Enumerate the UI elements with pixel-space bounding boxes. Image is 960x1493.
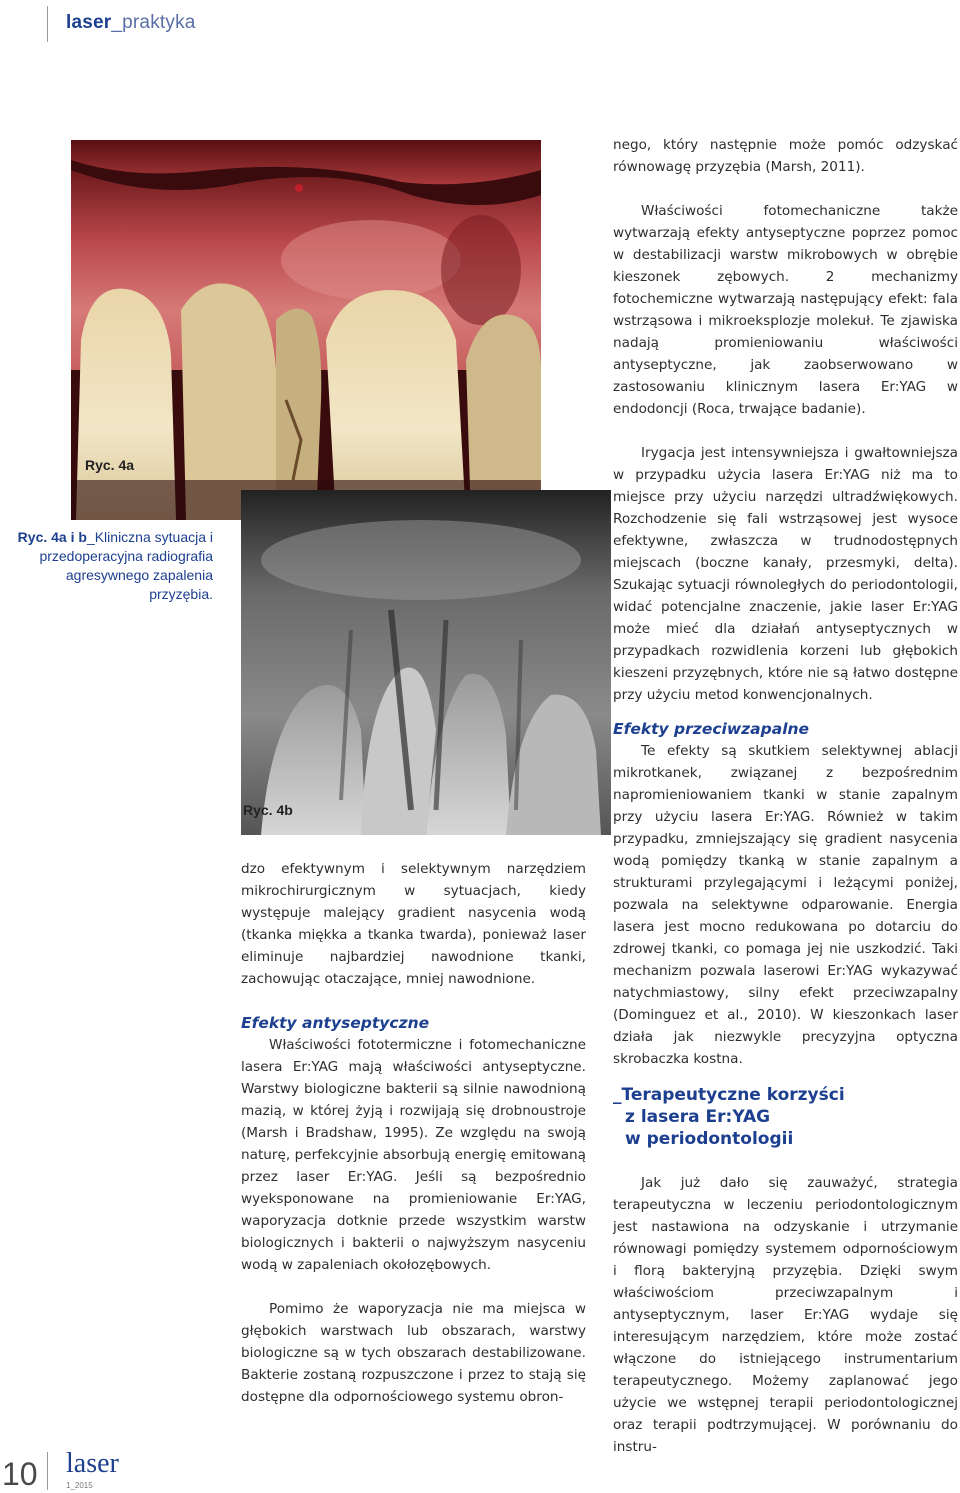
section-heading-therapeutic-benefits — [613, 1084, 958, 1150]
caption-label: Ryc. 4a i b — [17, 529, 87, 545]
paragraph: Właściwości fototermiczne i fotomechaniczne lasera Er:YAG mają właściwości antyseptyczne. Warstwy biologiczne bakterii są silnie nawodnioną mazią, w której żyją i rozwijają się drobnoustroje (Marsh i Bradshaw, 1995). Ze względu na swoją naturę, perfekcyjnie absorbują energię emitowaną przez laser Er:YAG. Jeśli są bezpośrednio wyeksponowane na promieniowanie Er:YAG, waporyzacja dotknie przede wszystkim warstw biologicznych i bakterii o najwyższym nasyceniu wodą w zapaleniach okołozębowych. — [241, 1037, 586, 1273]
figure-b-label: Ryc. 4b — [243, 802, 293, 818]
figure-caption — [0, 528, 213, 604]
magazine-section-title — [66, 12, 196, 34]
page-number: 10 — [2, 1456, 38, 1492]
section-heading-antiseptic: Efekty antyseptyczne — [241, 1014, 430, 1032]
heading-line: _Terapeutyczne korzyści — [613, 1085, 845, 1105]
footer-brand-logo: laser — [66, 1448, 119, 1479]
clinical-photo — [71, 140, 541, 520]
paragraph: dzo efektywnym i selektywnym narzędziem mikrochirurgicznym w sytuacjach, kiedy występuje malejący gradient nasycenia wodą (tkanka miękka a tkanka twarda), ponieważ laser eliminuje najbardziej nawodnione tkanki, zachowując otaczające, mniej nawodnione. — [241, 861, 586, 987]
paragraph: Pomimo że waporyzacja nie ma miejsca w głębokich warstwach lub obszarach, warstwy biologiczne są w tych obszarach destabilizowane. Bakterie zostaną rozpuszczone i przez to stają się dostępne dla odpornościowego systemu obron- — [241, 1301, 586, 1405]
radiograph-image — [241, 490, 611, 835]
paragraph: Te efekty są skutkiem selektywnej ablacji mikrotkanek, związanej z bezpośrednim napromieniowaniem tkanki w stanie zapalnym przy użyciu lasera Er:YAG. Również w takim przypadku, zmniejszający się gradient nasycenia wodą pomiędzy tkanką w stanie zapalnym a strukturami przylegającymi i leżącymi poniżej, pozwala na selektywne odparowanie. Energia lasera jest mocno redukowana po dotarciu do zdrowej tkanki, co pomaga jej nie uszkodzić. Taki mechanizm pozwala laserowi Er:YAG wykazywać natychmiastowy, silny efekt przeciwzapalny (Dominguez et al., 2010). W kieszonkach laser działa jak niezwykle precyzyjna optyczna skrobaczka kostna. — [613, 743, 958, 1067]
heading-line: w periodontologii — [625, 1129, 794, 1149]
brand-word: laser — [66, 12, 112, 33]
paragraph: Irygacja jest intensywniejsza i gwałtowniejsza w przypadku użycia lasera Er:YAG niż ma to miejsce przy użyciu narzędzi ultradźwiękowych. Rozchodzenie się fali wstrząsowej jest wysoce efektywne, zwłaszcza w trudnodostępnych miejscach (boczne kanały, przesmyki, delta). Szukając sytuacji równoległych do periodontologii, widać potencjalne znaczenie, jakie laser Er:YAG może mieć dla działań antyseptycznych w przypadkach rozwidlenia korzeni lub głębokich kieszeni przyzębnych, które nie są łatwo dostępne przy użyciu metod konwencjonalnych. — [613, 445, 958, 703]
caption-text: _Kliniczna sytuacja i przedoperacyjna radiografia agresywnego zapalenia przyzębia. — [39, 529, 213, 602]
middle-column — [241, 858, 586, 1408]
paragraph: Właściwości fotomechaniczne także wytwarzają efekty antyseptyczne poprzez pomoc w destabilizacji warstw mikrobowych w obrębie kieszonek zębowych. 2 mechanizmy fotochemiczne wytwarzają następujący efekt: fala wstrząsowa i mikroeksplozje molekuł. Te zjawiska nadają promieniowaniu właściwości antyseptyczne, jak zaobserwowano w zastosowaniu klinicznym lasera Er:YAG w endodoncji (Roca, trwające badanie). — [613, 203, 958, 417]
right-column — [613, 134, 958, 1458]
heading-line: z lasera Er:YAG — [625, 1107, 771, 1127]
section-word: _praktyka — [111, 12, 196, 33]
figure-a-label: Ryc. 4a — [85, 457, 135, 473]
issue-number: 1_2015 — [66, 1481, 93, 1490]
paragraph: nego, który następnie może pomóc odzyskać równowagę przyzębia (Marsh, 2011). — [613, 137, 958, 175]
paragraph: Jak już dało się zauważyć, strategia terapeutyczna w leczeniu periodontologicznym jest nastawiona na odzyskanie i utrzymanie równowagi pomiędzy systemem odpornościowym i florą bakteryjną przyzębia. Dzięki swym właściwościom przeciwzapalnym i antyseptycznym, laser Er:YAG wydaje się interesującym narzędziem, które może zostać włączone do istniejącego instrumentarium terapeutycznego. Możemy zaplanować jego użycie we wstępnej terapii periodontologicznej oraz terapii podtrzymującej. W porównaniu do instru- — [613, 1175, 958, 1455]
header-divider — [47, 6, 48, 42]
footer-divider — [47, 1452, 48, 1490]
section-heading-anti-inflammatory: Efekty przeciwzapalne — [613, 720, 810, 738]
